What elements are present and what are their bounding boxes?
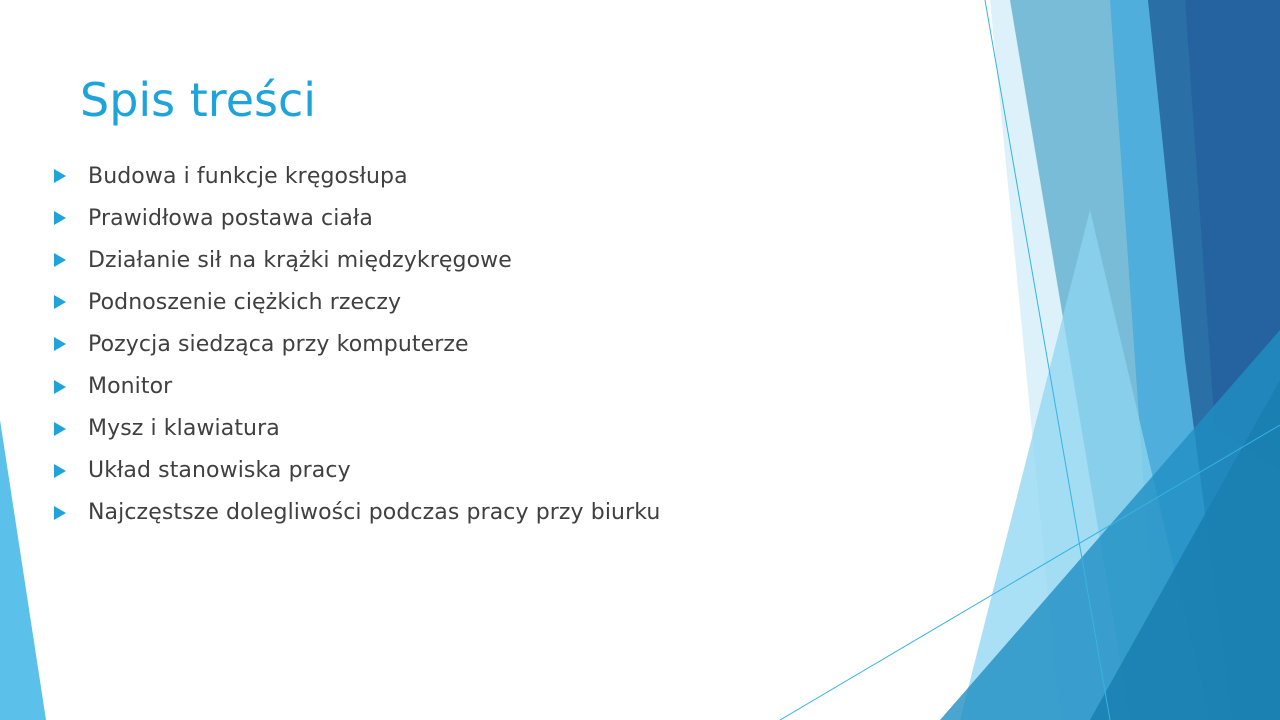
bullet-arrow-icon xyxy=(54,506,66,520)
toc-item-label: Układ stanowiska pracy xyxy=(88,458,351,484)
toc-item xyxy=(52,239,660,281)
toc-item-label: Działanie sił na krążki międzykręgowe xyxy=(88,247,512,273)
toc-item xyxy=(52,408,660,450)
toc-item xyxy=(52,197,660,239)
toc-item xyxy=(52,365,660,407)
bullet-arrow-icon xyxy=(54,169,66,183)
toc-item xyxy=(52,281,660,323)
toc-item xyxy=(52,323,660,365)
toc-item-label: Prawidłowa postawa ciała xyxy=(88,205,373,231)
bullet-arrow-icon xyxy=(54,337,66,351)
toc-item-label: Mysz i klawiatura xyxy=(88,416,280,442)
toc-item-label: Pozycja siedząca przy komputerze xyxy=(88,331,469,357)
toc-item-label: Monitor xyxy=(88,374,173,400)
bullet-arrow-icon xyxy=(54,422,66,436)
toc-item-label: Najczęstsze dolegliwości podczas pracy przy biurku xyxy=(88,500,661,526)
bullet-arrow-icon xyxy=(54,380,66,394)
left-edge-triangle xyxy=(0,420,46,720)
toc-item-label: Budowa i funkcje kręgosłupa xyxy=(88,163,408,189)
table-of-contents xyxy=(52,155,660,534)
toc-item-label: Podnoszenie ciężkich rzeczy xyxy=(88,289,402,315)
bullet-arrow-icon xyxy=(54,253,66,267)
slide-title: Spis treści xyxy=(80,73,317,127)
bullet-arrow-icon xyxy=(54,211,66,225)
bullet-arrow-icon xyxy=(54,295,66,309)
toc-item xyxy=(52,155,660,197)
toc-item xyxy=(52,492,660,534)
toc-item xyxy=(52,450,660,492)
bullet-arrow-icon xyxy=(54,464,66,478)
